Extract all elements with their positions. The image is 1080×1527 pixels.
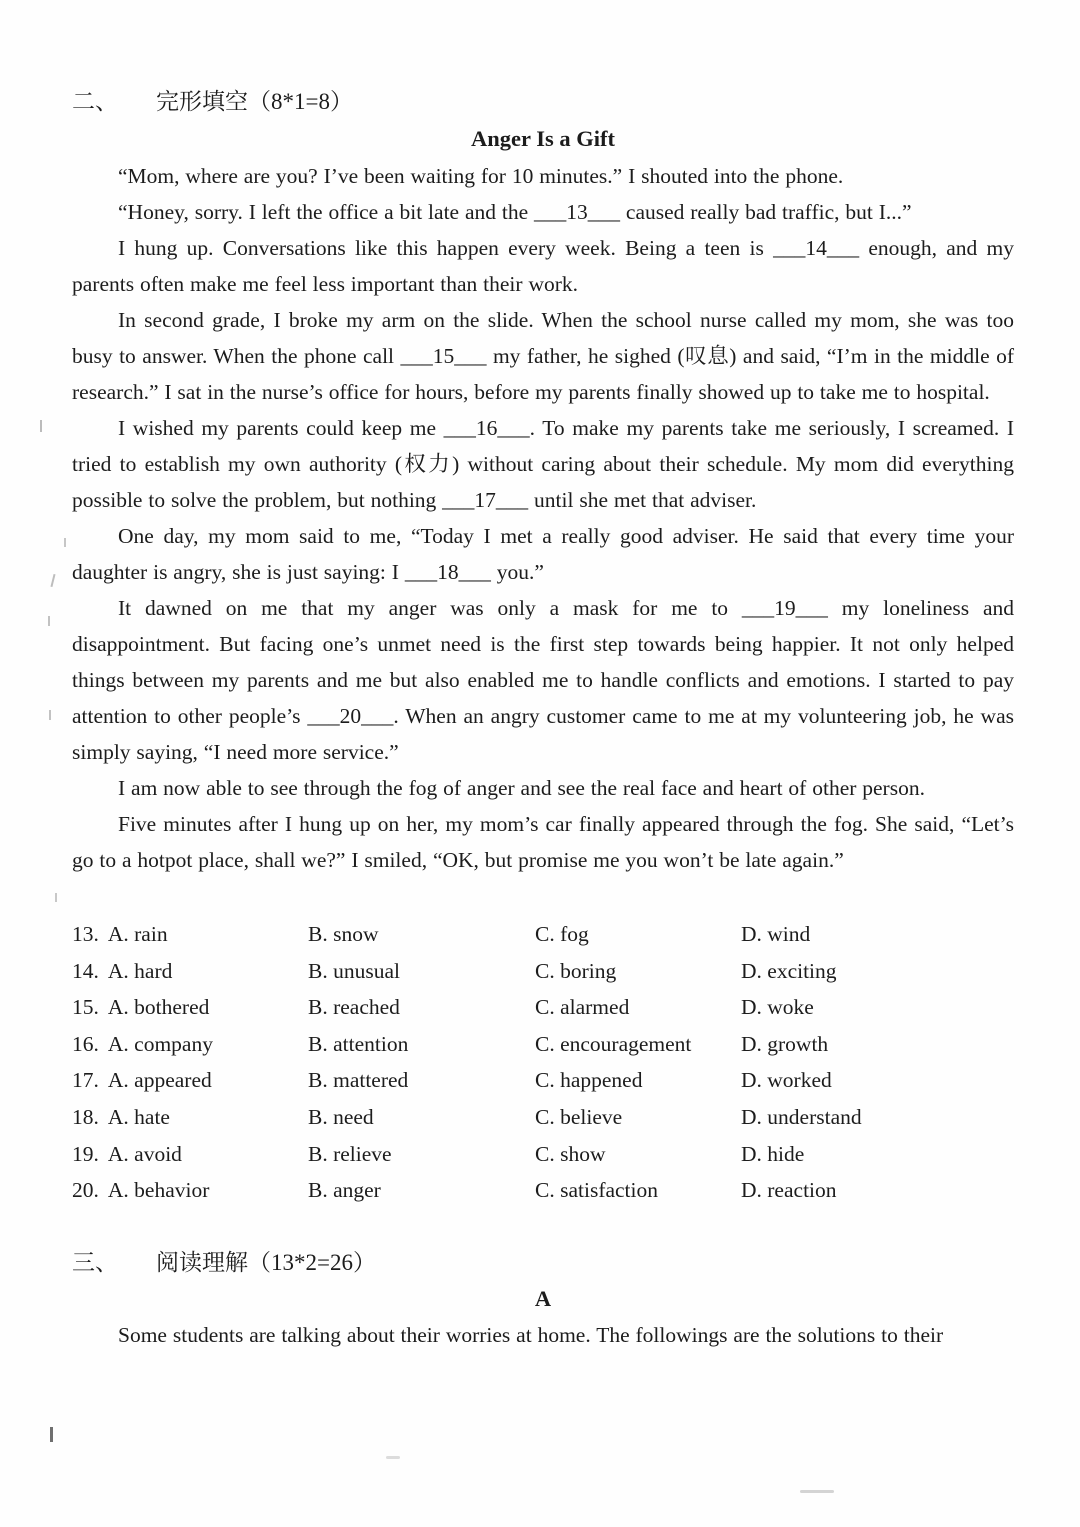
question-row-18 [72,1099,1014,1136]
question-17-number: 17. [72,1068,99,1093]
question-18-option-b: B. need [308,1104,374,1129]
section-cloze-numeral: 二、 [72,89,118,114]
question-15-option-d: D. woke [741,995,814,1020]
question-row-17 [72,1062,1014,1099]
question-18-number: 18. [72,1104,99,1129]
question-17-option-c: C. happened [535,1068,643,1093]
question-16-number: 16. [72,1031,99,1056]
question-row-20 [72,1172,1014,1209]
question-13-option-d: D. wind [741,922,811,946]
passage-paragraph-3: I hung up. Conversations like this happen every week. Being a teen is ___14___ enough, and my parents often make me feel less important than their work. [72,236,1014,296]
question-20-option-b: B. anger [308,1178,381,1203]
question-13-number: 13. [72,922,99,946]
question-19-number: 19. [72,1141,99,1166]
question-19-option-b: B. relieve [308,1141,392,1166]
passage-paragraph-2: “Honey, sorry. I left the office a bit late and the ___13___ caused really bad traffic, but I...” [118,200,912,224]
passage-paragraph-6: One day, my mom said to me, “Today I met a really good adviser. He said that every time your daughter is angry, she is just saying: I ___18___ you.” [72,524,1014,584]
question-13-option-b: B. snow [308,922,379,946]
question-13-option-c: C. fog [535,922,589,946]
passage-paragraph-5: I wished my parents could keep me ___16___. To make my parents take me seriously, I screamed. I tried to establish my own authority (权力) without caring about their schedule. My mom did everything possible to solve the problem, but nothing ___17___ until she met that adviser. [72,416,1014,512]
question-17-option-b: B. mattered [308,1068,409,1093]
question-18-option-c: C. believe [535,1104,623,1129]
question-19-option-c: C. show [535,1141,606,1166]
scan-artifact [800,1490,834,1493]
question-14-option-d: D. exciting [741,958,837,983]
question-15-number: 15. [72,995,99,1020]
scan-artifact [50,574,55,587]
question-15-option-b: B. reached [308,995,400,1020]
question-13-option-a: 13. A. rain [72,922,168,946]
section-reading-heading: 阅读理解（13*2=26） [156,1249,376,1275]
passage-paragraph-9: Five minutes after I hung up on her, my mom’s car finally appeared through the fog. She said, “Let’s go to a hotpot place, shall we?” I smiled, “OK, but promise me you won’t be late again.” [72,812,1014,872]
question-18-option-a: 18. A. hate [72,1104,170,1129]
scan-artifact [49,710,51,720]
question-17-option-a: 17. A. appeared [72,1068,212,1093]
question-16-option-a: 16. A. company [72,1031,213,1056]
scan-artifact [55,893,57,902]
question-row-14 [72,953,1014,990]
question-16-option-d: D. growth [741,1031,829,1056]
question-20-option-c: C. satisfaction [535,1178,659,1203]
question-19-option-a: 19. A. avoid [72,1141,182,1166]
question-14-option-b: B. unusual [308,958,400,983]
passage-paragraph-8: I am now able to see through the fog of anger and see the real face and heart of other person. [118,776,925,800]
reading-part-label: A [534,1285,552,1311]
question-20-number: 20. [72,1178,99,1203]
scan-artifact [64,538,66,547]
question-row-13 [72,916,1014,953]
scan-artifact [48,616,50,626]
question-20-option-a: 20. A. behavior [72,1178,210,1203]
question-19-option-d: D. hide [741,1141,805,1166]
question-15-option-c: C. alarmed [535,995,630,1020]
question-row-16 [72,1026,1014,1063]
passage-title: Anger Is a Gift [471,126,615,151]
question-row-19 [72,1136,1014,1173]
question-14-option-c: C. boring [535,958,617,983]
scan-artifact [40,420,42,432]
section-reading-numeral: 三、 [72,1249,118,1275]
scan-artifact [386,1456,400,1459]
question-16-option-b: B. attention [308,1031,409,1056]
options-table [72,916,1014,1209]
section-reading-header [72,1245,1014,1281]
scan-artifact [50,1427,53,1442]
passage-paragraph-7: It dawned on me that my anger was only a mask for me to ___19___ my loneliness and disappointment. But facing one’s unmet need is the first step towards being happier. It not only helped things between my parents and me but also enabled me to handle conflicts and emotions. I started to pay attention to other people’s ___20___. When an angry customer came to me at my volunteering job, he was simply saying, “I need more service.” [72,596,1014,764]
question-18-option-d: D. understand [741,1104,862,1129]
section-cloze-heading: 完形填空（8*1=8） [156,89,353,114]
passage-paragraph-1: “Mom, where are you? I’ve been waiting for 10 minutes.” I shouted into the phone. [118,164,844,188]
cloze-passage [72,158,1014,878]
reading-intro-line: Some students are talking about their worries at home. The followings are the solutions to their [118,1322,944,1347]
question-16-option-c: C. encouragement [535,1031,692,1056]
question-17-option-d: D. worked [741,1068,832,1093]
question-14-option-a: 14. A. hard [72,958,173,983]
question-14-number: 14. [72,958,99,983]
question-15-option-a: 15. A. bothered [72,995,210,1020]
question-row-15 [72,989,1014,1026]
section-cloze-header [72,84,1014,120]
passage-paragraph-4: In second grade, I broke my arm on the slide. When the school nurse called my mom, she was too busy to answer. When the phone call ___15___ my father, he sighed (叹息) and said, “I’m in the middle of research.” I sat in the nurse’s office for hours, before my parents finally showed up to take me to hospital. [72,308,1014,404]
question-20-option-d: D. reaction [741,1178,837,1203]
